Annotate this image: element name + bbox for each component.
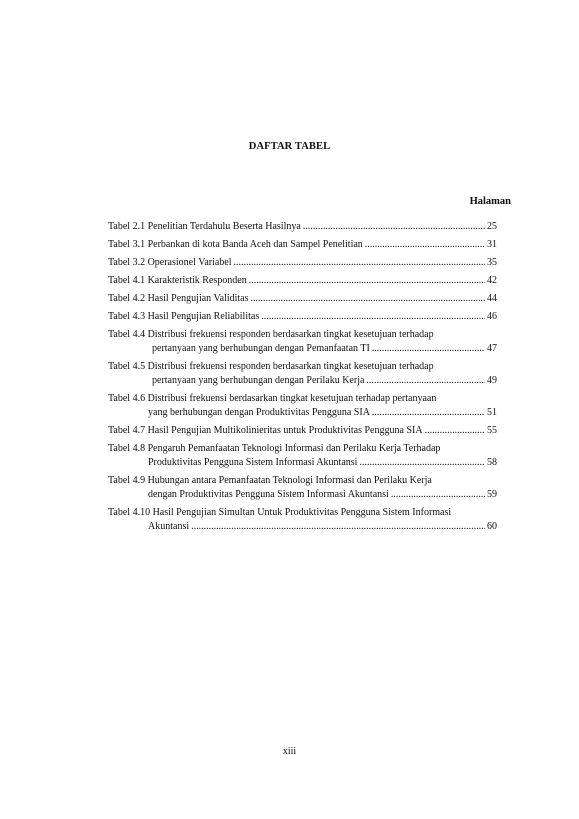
entry-title-continued: pertanyaan yang berhubungan dengan Perilaku Kerja <box>152 375 365 386</box>
entry-title-continued: Akuntansi <box>148 521 190 532</box>
entry-page: 59 <box>487 489 497 500</box>
entry-title: Tabel 4.4 Distribusi frekuensi responden berdasarkan tingkat kesetujuan terhadap <box>108 329 434 340</box>
entry-page: 55 <box>487 425 497 436</box>
entry-title: Tabel 2.1 Penelitian Terdahulu Beserta Hasilnya <box>108 221 301 232</box>
entry-title: Tabel 4.8 Pengaruh Pemanfaatan Teknologi Informasi dan Perilaku Kerja Terhadap <box>108 443 441 454</box>
page-title: DAFTAR TABEL <box>248 141 331 152</box>
entry-page: 42 <box>487 275 497 286</box>
entry-title: Tabel 4.10 Hasil Pengujian Simultan Untuk Produktivitas Pengguna Sistem Informasi <box>108 507 452 518</box>
entry-title: Tabel 3.2 Operasionel Variabel <box>108 257 232 268</box>
page-column-header: Halaman <box>469 196 511 207</box>
list-item[interactable] <box>108 310 497 324</box>
entry-page: 31 <box>487 239 497 250</box>
list-item[interactable] <box>108 274 497 288</box>
entry-title-continued: Produktivitas Pengguna Sistem Informasi Akuntansi <box>148 457 358 468</box>
table-list <box>108 220 497 538</box>
list-item[interactable] <box>108 506 497 534</box>
entry-title-continued: dengan Produktivitas Pengguna Sistem Informasi Akuntansi <box>148 489 389 500</box>
dot-leader <box>425 424 485 438</box>
entry-title: Tabel 4.3 Hasil Pengujian Reliabilitas <box>108 311 260 322</box>
entry-page: 46 <box>487 311 497 322</box>
entry-title: Tabel 4.7 Hasil Pengujian Multikolinieritas untuk Produktivitas Pengguna SIA <box>108 425 423 436</box>
entry-title: Tabel 4.5 Distribusi frekuensi responden berdasarkan tingkat kesetujuan terhadap <box>108 361 434 372</box>
entry-title: Tabel 4.6 Distribusi frekuensi berdasarkan tingkat kesetujuan terhadap pertanyaan <box>108 393 437 404</box>
entry-title: Tabel 4.2 Hasil Pengujian Validitas <box>108 293 249 304</box>
dot-leader <box>372 342 485 356</box>
dot-leader <box>261 310 485 324</box>
dot-leader <box>234 256 485 270</box>
dot-leader <box>391 488 485 502</box>
dot-leader <box>303 220 485 234</box>
entry-page: 35 <box>487 257 497 268</box>
entry-page: 25 <box>487 221 497 232</box>
list-item[interactable] <box>108 220 497 234</box>
entry-title: Tabel 3.1 Perbankan di kota Banda Aceh dan Sampel Penelitian <box>108 239 363 250</box>
list-item[interactable] <box>108 392 497 420</box>
list-item[interactable] <box>108 292 497 306</box>
entry-title-continued: pertanyaan yang berhubungan dengan Pemanfaatan TI <box>152 343 370 354</box>
dot-leader <box>365 238 485 252</box>
dot-leader <box>250 292 485 306</box>
dot-leader <box>359 456 485 470</box>
entry-page: 47 <box>487 343 497 354</box>
page-number: xiii <box>282 746 297 757</box>
entry-page: 44 <box>487 293 497 304</box>
dot-leader <box>372 406 485 420</box>
dot-leader <box>366 374 485 388</box>
dot-leader <box>191 520 485 534</box>
list-item[interactable] <box>108 360 497 388</box>
entry-page: 51 <box>487 407 497 418</box>
entry-page: 58 <box>487 457 497 468</box>
list-item[interactable] <box>108 424 497 438</box>
entry-title-continued: yang berhubungan dengan Produktivitas Pengguna SIA <box>148 407 370 418</box>
list-item[interactable] <box>108 442 497 470</box>
list-item[interactable] <box>108 328 497 356</box>
entry-title: Tabel 4.9 Hubungan antara Pemanfaatan Teknologi Informasi dan Perilaku Kerja <box>108 475 432 486</box>
dot-leader <box>249 274 485 288</box>
list-item[interactable] <box>108 238 497 252</box>
list-item[interactable] <box>108 474 497 502</box>
entry-page: 49 <box>487 375 497 386</box>
list-item[interactable] <box>108 256 497 270</box>
entry-title: Tabel 4.1 Karakteristik Responden <box>108 275 247 286</box>
entry-page: 60 <box>487 521 497 532</box>
